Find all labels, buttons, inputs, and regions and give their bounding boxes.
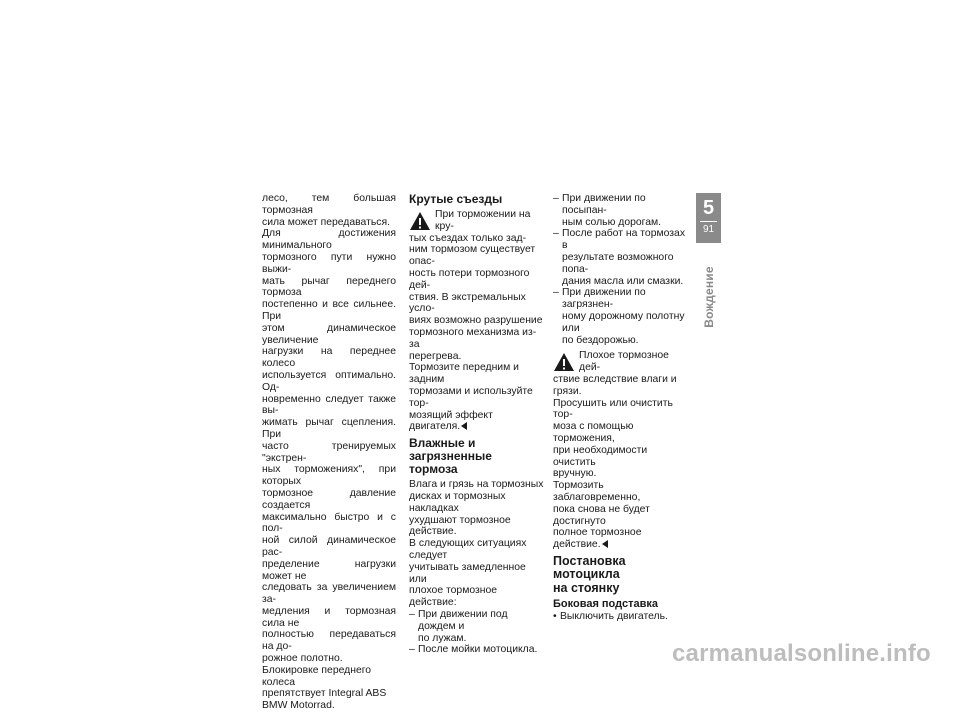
line: тормозного пути нужно выжи- bbox=[262, 251, 396, 275]
line: BMW Motorrad. bbox=[262, 700, 335, 712]
line: тормозное давление создается bbox=[262, 487, 396, 511]
line: тормозами и используйте тор- bbox=[409, 385, 533, 409]
chapter-title-vertical bbox=[700, 252, 718, 342]
line: В следующих ситуациях следует bbox=[409, 538, 527, 561]
line: Для достижения минимального bbox=[262, 228, 396, 252]
line: Просушить или очистить тор- bbox=[553, 397, 673, 421]
line: этом динамическое увеличение bbox=[262, 322, 396, 346]
line: ним тормозом существует опас- bbox=[409, 244, 536, 268]
end-mark-icon bbox=[461, 422, 467, 430]
line: пределение нагрузки может не bbox=[262, 558, 396, 582]
warning-steep-descents bbox=[409, 209, 545, 433]
text-column-1 bbox=[262, 193, 396, 712]
section-heading-steep-descents: Крутые съезды bbox=[409, 192, 503, 206]
warning-icon bbox=[409, 211, 431, 231]
dash-item-rain: – При движении под дождем и по лужам. bbox=[409, 609, 545, 644]
subheading-side-stand: Боковая подставка bbox=[553, 598, 658, 611]
tab-divider bbox=[700, 221, 717, 222]
line: часто тренируемых "экстрен- bbox=[262, 440, 396, 464]
page-number: 91 bbox=[702, 224, 715, 235]
line: виях возможно разрушение bbox=[409, 315, 543, 327]
warning-wet-brakes bbox=[553, 350, 687, 551]
line: грязи. bbox=[553, 385, 582, 397]
line: учитывать замедленное или bbox=[409, 561, 526, 585]
bullet-item-engine-off: • Выключить двигатель. bbox=[553, 611, 687, 623]
line: нагрузки на переднее колесо bbox=[262, 346, 396, 370]
text-column-2 bbox=[409, 193, 545, 656]
section-heading-wet-brakes: Влажные и загрязненные тормоза bbox=[409, 436, 492, 477]
line: При торможении на кру- bbox=[435, 209, 531, 232]
line: ствия. В экстремальных усло- bbox=[409, 291, 526, 315]
line: Влага и грязь на тормозных bbox=[409, 479, 544, 491]
line: перегрева. bbox=[409, 350, 462, 362]
line: следовать за увеличением за- bbox=[262, 582, 396, 606]
chapter-title-text: Вождение bbox=[702, 266, 716, 328]
line: препятствует Integral ABS bbox=[262, 688, 387, 700]
dash-item-brake-work: – После работ на тормозах в результате возможного попа- дания масла или смазки. bbox=[553, 228, 687, 287]
chapter-tab bbox=[696, 193, 721, 243]
line: ствие вследствие влаги и bbox=[553, 373, 677, 385]
line: лесо, тем большая тормозная bbox=[262, 193, 396, 216]
line: мозящий эффект двигателя. bbox=[409, 409, 493, 433]
line: тых съездах только зад- bbox=[409, 232, 527, 244]
warning-icon bbox=[553, 352, 575, 372]
dash-item-wash: – После мойки мотоцикла. bbox=[409, 644, 545, 656]
line: Тормозить заблаговременно, bbox=[553, 480, 641, 503]
line: ухудшают тормозное действие. bbox=[409, 514, 511, 538]
end-mark-icon bbox=[602, 540, 608, 548]
line: плохое тормозное действие: bbox=[409, 585, 498, 609]
line: полностью передаваться на до- bbox=[262, 629, 396, 653]
chapter-number: 5 bbox=[702, 197, 715, 219]
text-column-3 bbox=[553, 193, 687, 623]
line-with-end-mark bbox=[553, 527, 687, 551]
line: при необходимости очистить bbox=[553, 444, 648, 468]
line: тормозного механизма из-за bbox=[409, 326, 537, 350]
line: Плохое тормозное дей- bbox=[579, 350, 669, 374]
section-heading-parking: Постановка мотоцикла на стоянку bbox=[553, 553, 626, 595]
line: мать рычаг переднего тормоза bbox=[262, 275, 396, 299]
line: полное тормозное действие. bbox=[553, 527, 642, 551]
dash-item-salt: – При движении по посыпан- ным солью дорогам. bbox=[553, 193, 687, 228]
line: ность потери тормозного дей- bbox=[409, 267, 530, 291]
line: дисках и тормозных накладках bbox=[409, 490, 506, 514]
line: жимать рычаг сцепления. При bbox=[262, 417, 396, 440]
line: медления и тормозная сила не bbox=[262, 605, 396, 629]
line: Тормозите передним и задним bbox=[409, 362, 519, 386]
watermark: carmanualsonline.info bbox=[672, 640, 931, 667]
line: новременно следует также вы- bbox=[262, 393, 396, 417]
line: используется оптимально. Од- bbox=[262, 369, 396, 393]
line: максимально быстро и с пол- bbox=[262, 511, 396, 535]
line: постепенно и все сильнее. При bbox=[262, 299, 396, 322]
line-with-end-mark bbox=[409, 410, 545, 434]
line: рожное полотно. bbox=[262, 653, 343, 665]
line: ных торможениях", при которых bbox=[262, 464, 396, 488]
line: Блокировке переднего колеса bbox=[262, 664, 372, 688]
line: моза с помощью торможения, bbox=[553, 421, 634, 444]
line: пока снова не будет достигнуто bbox=[553, 503, 650, 527]
line: сила может передаваться. bbox=[262, 216, 390, 228]
line: ной силой динамическое рас- bbox=[262, 535, 396, 558]
line: вручную. bbox=[553, 468, 597, 480]
dash-item-dirt-road: – При движении по загрязнен- ному дорожному полотну или по бездорожью. bbox=[553, 287, 687, 346]
